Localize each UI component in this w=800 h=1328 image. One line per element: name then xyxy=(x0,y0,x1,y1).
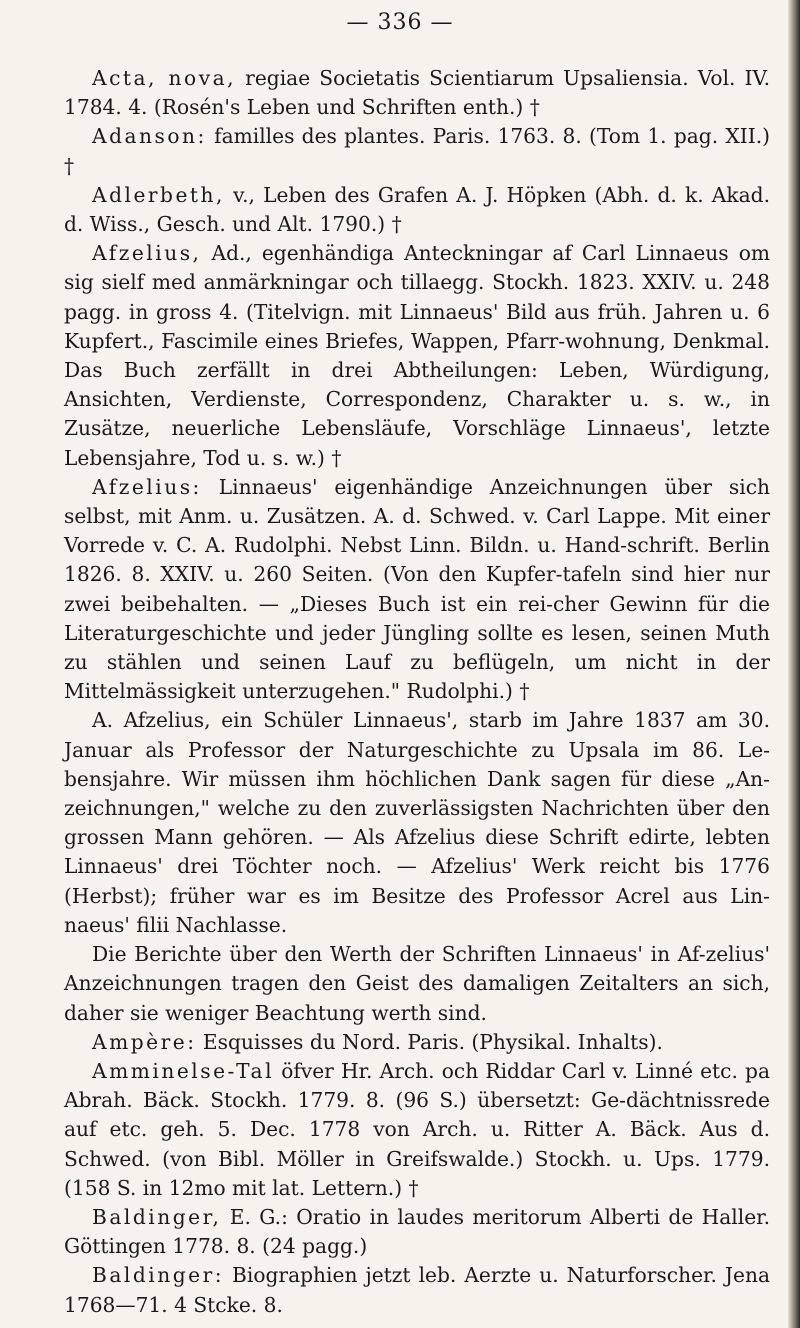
entry-text: öfver Hr. Arch. och Riddar Carl v. Linné etc. pa Abrah. Bäck. Stockh. 1779. 8. (96 S.) übersetzt: Ge-dächtnissrede auf etc. geh. 5. Dec. 1778 von Arch. u. Ritter A. Bäck. Aus d. Schwed. (von Bibl. Möller in Greifswalde.) Stockh. u. Ups. 1779. (158 S. in 12mo mit lat. Lettern.) † xyxy=(64,1058,770,1200)
entry-baldinger-2 xyxy=(64,1261,770,1319)
entry-text: familles des plantes. Paris. 1763. 8. (Tom 1. pag. XII.) † xyxy=(64,124,770,178)
note-afzelius-reports xyxy=(64,940,770,1028)
entry-head: Baldinger: xyxy=(92,1263,225,1288)
entry-head: Acta, nova, xyxy=(92,66,237,90)
entry-head: Baldinger, xyxy=(92,1204,222,1229)
entry-text: Linnaeus' eigenhändige Anzeichnungen über sich selbst, mit Anm. u. Zusätzen. A. d. Schwed. v. Carl Lappe. Mit einer Vorrede v. C. A. Rudolphi. Nebst Linn. Bildn. u. Hand-schrift. Berlin 1826. 8. XXIV. u. 260 Seiten. (Von den Kupfer-tafeln sind hier nur zwei beibehalten. — „Dieses Buch ist ein rei-cher Gewinn für die Literaturgeschichte und jeder Jüngling sollte es lesen, seinen Muth zu stählen und seinen Lauf zu beflügeln, um nicht in der Mittelmässigkeit unterzugehen." Rudolphi.) † xyxy=(64,474,770,704)
entry-text: Die Berichte über den Werth der Schriften Linnaeus' in Af-zelius' Anzeichnungen tragen den Geist des damaligen Zeitalters an sich, daher sie weniger Beachtung werth sind. xyxy=(64,942,770,1025)
entry-afzelius-2 xyxy=(64,473,770,707)
entry-head: Adlerbeth, xyxy=(92,182,225,207)
page-edge-shadow xyxy=(788,0,800,1328)
page-number: — 336 — xyxy=(346,10,454,35)
bibliography-text xyxy=(64,64,770,1320)
entry-head: Afzelius, xyxy=(92,241,202,266)
entry-baldinger-1 xyxy=(64,1203,770,1261)
note-afzelius-biography xyxy=(64,706,770,940)
entry-head: Amminelse-Tal xyxy=(92,1058,275,1083)
entry-amminelse-tal xyxy=(64,1057,770,1203)
entry-adlerbeth xyxy=(64,181,770,239)
entry-text: Ad., egenhändiga Anteckningar af Carl Linnaeus om sig sielf med anmärkningar och tillaegg. Stockh. 1823. XXIV. u. 248 pagg. in gross 4. (Titelvign. mit Linnaeus' Bild aus früh. Jahren u. 6 Kupfert., Fascimile eines Briefes, Wappen, Pfarr-wohnung, Denkmal. Das Buch zerfällt in drei Abtheilungen: Leben, Würdigung, Ansichten, Verdienste, Correspondenz, Charakter u. s. w., in Zusätze, neuerliche Lebensläufe, Vorschläge Linnaeus', letzte Lebensjahre, Tod u. s. w.) † xyxy=(64,241,770,470)
entry-afzelius-1 xyxy=(64,239,770,473)
entry-text: A. Afzelius, ein Schüler Linnaeus', starb im Jahre 1837 am 30. Januar als Professor der Naturgeschichte zu Upsala im 86. Le-bensjahre. Wir müssen ihm höchlichen Dank sagen für diese „An-zeichnungen," welche zu den zuverlässigsten Nachrichten über den grossen Mann gehören. — Als Afzelius diese Schrift edirte, lebten Linnaeus' drei Töchter noch. — Afzelius' Werk reicht bis 1776 (Herbst); früher war es im Besitze des Professor Acrel aus Lin-naeus' filii Nachlasse. xyxy=(64,708,770,937)
entry-adanson xyxy=(64,122,770,180)
entry-head: Afzelius: xyxy=(92,474,202,499)
entry-ampere xyxy=(64,1028,770,1057)
entry-text: Biographien jetzt leb. Aerzte u. Naturforscher. Jena 1768—71. 4 Stcke. 8. xyxy=(64,1263,770,1317)
entry-text: Esquisses du Nord. Paris. (Physikal. Inhalts). xyxy=(196,1029,663,1054)
entry-acta xyxy=(64,64,770,122)
entry-text: v., Leben des Grafen A. J. Höpken (Abh. d. k. Akad. d. Wiss., Gesch. und Alt. 1790.) † xyxy=(64,182,770,237)
entry-text: regiae Societatis Scientiarum Upsaliensia. Vol. IV. 1784. 4. (Rosén's Leben und Schriften enth.) † xyxy=(64,66,771,120)
entry-head: Ampère: xyxy=(92,1029,197,1054)
entry-head: Adanson: xyxy=(92,124,207,149)
entry-text: E. G.: Oratio in laudes meritorum Alberti de Haller. Göttingen 1778. 8. (24 pagg.) xyxy=(64,1204,770,1259)
